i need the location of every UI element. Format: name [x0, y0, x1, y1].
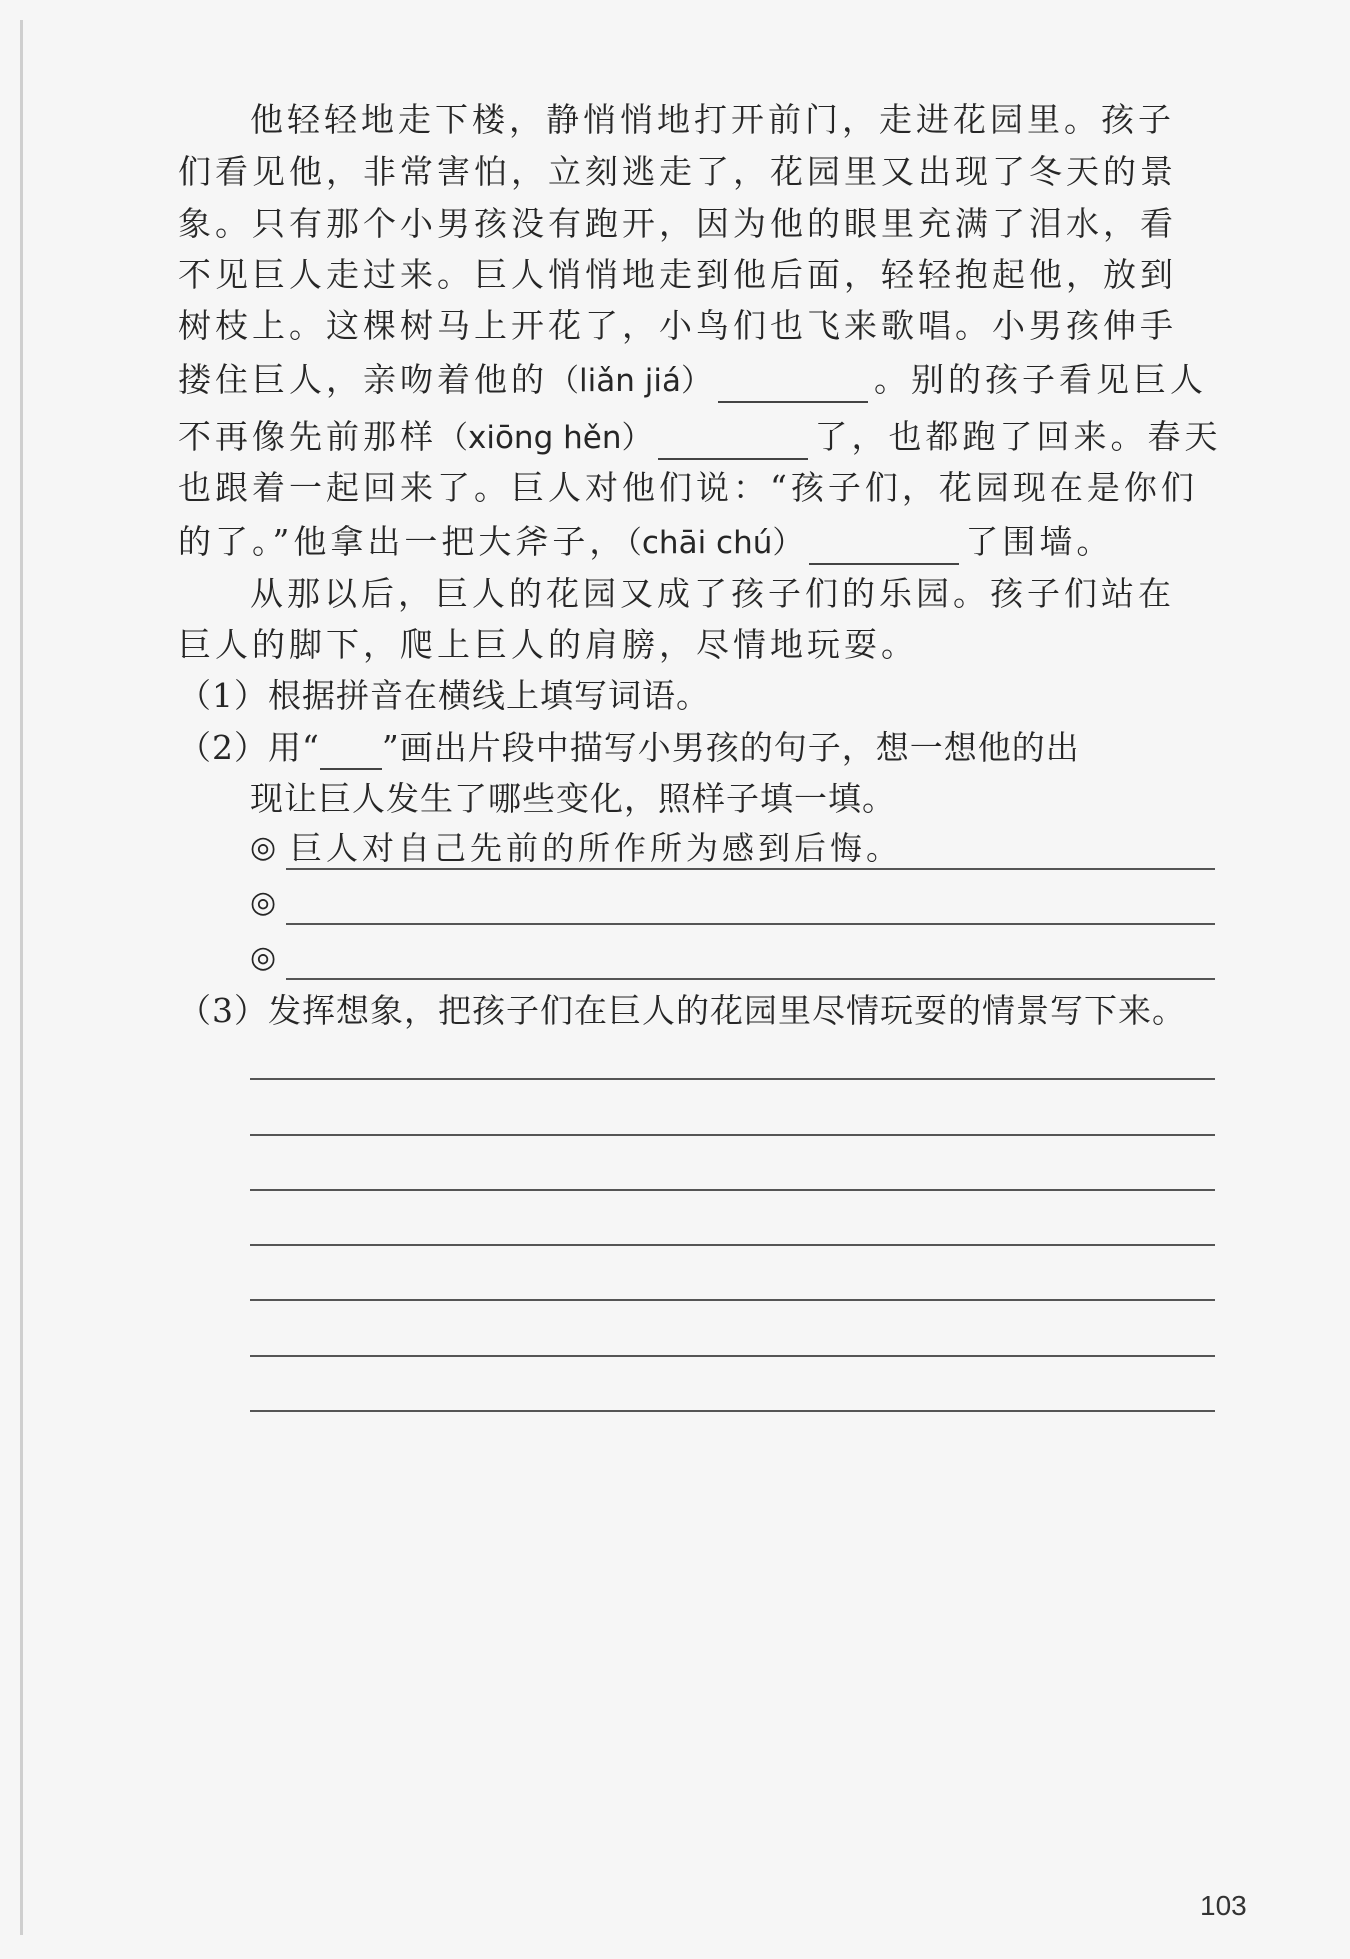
page-spine-edge — [20, 20, 23, 1935]
writing-line[interactable] — [250, 1189, 1215, 1191]
question-2-continued: 现让巨人发生了哪些变化，照样子填一填。 — [250, 779, 896, 818]
fill-blank[interactable] — [809, 529, 959, 565]
question-3: （3）发挥想象，把孩子们在巨人的花园里尽情玩耍的情景写下来。 — [178, 991, 1186, 1030]
question-text: （2）用“ — [178, 728, 320, 767]
page-number: 103 — [1200, 1890, 1247, 1921]
answer-underline[interactable] — [286, 978, 1215, 980]
passage-text: 了围墙。 — [965, 522, 1114, 561]
passage-line-with-blank — [178, 358, 1207, 403]
writing-line[interactable] — [250, 1244, 1215, 1246]
answer-underline[interactable] — [286, 923, 1215, 925]
passage-line: 也跟着一起回来了。巨人对他们说：“孩子们，花园现在是你们 — [178, 468, 1198, 507]
double-circle-icon: ◎ — [250, 830, 277, 865]
answer-row[interactable] — [250, 881, 1215, 925]
passage-line: 他轻轻地走下楼，静悄悄地打开前门，走进花园里。孩子 — [250, 100, 1175, 139]
question-text: ”画出片段中描写小男孩的句子，想一想他的出 — [381, 728, 1080, 767]
answer-row-example — [250, 826, 1215, 870]
passage-line: 从那以后，巨人的花园又成了孩子们的乐园。孩子们站在 — [250, 574, 1175, 613]
writing-line[interactable] — [250, 1355, 1215, 1357]
passage-line-with-blank — [178, 520, 1113, 565]
passage-text: 。别的孩子看见巨人 — [873, 360, 1207, 399]
example-answer: 巨人对自己先前的所作所为感到后悔。 — [290, 829, 903, 867]
passage-line: 象。只有那个小男孩没有跑开，因为他的眼里充满了泪水，看 — [178, 204, 1177, 243]
fill-blank[interactable] — [718, 367, 868, 403]
writing-line[interactable] — [250, 1410, 1215, 1412]
pinyin-prompt: （chāi chú） — [626, 525, 804, 561]
double-circle-icon: ◎ — [250, 885, 277, 920]
answer-underline — [286, 868, 1215, 870]
passage-line: 不见巨人走过来。巨人悄悄地走到他后面，轻轻抱起他，放到 — [178, 255, 1177, 294]
passage-line: 树枝上。这棵树马上开花了，小鸟们也飞来歌唱。小男孩伸手 — [178, 306, 1177, 345]
passage-text: 搂住巨人，亲吻着他的 — [178, 360, 548, 399]
underline-sample — [320, 738, 382, 770]
writing-line[interactable] — [250, 1134, 1215, 1136]
writing-line[interactable] — [250, 1078, 1215, 1080]
passage-line: 巨人的脚下，爬上巨人的肩膀，尽情地玩耍。 — [178, 625, 918, 664]
fill-blank[interactable] — [658, 424, 808, 460]
pinyin-prompt: （liǎn jiá） — [548, 363, 712, 399]
writing-line[interactable] — [250, 1299, 1215, 1301]
double-circle-icon: ◎ — [250, 940, 277, 975]
passage-line-with-blank — [178, 415, 1221, 460]
pinyin-prompt: （xiōng hěn） — [437, 420, 653, 456]
question-1: （1）根据拼音在横线上填写词语。 — [178, 676, 710, 715]
passage-text: 了，也都跑了回来。春天 — [814, 417, 1222, 456]
passage-line: 们看见他，非常害怕，立刻逃走了，花园里又出现了冬天的景 — [178, 152, 1177, 191]
answer-row[interactable] — [250, 936, 1215, 980]
question-2 — [178, 726, 1080, 770]
passage-text: 不再像先前那样 — [178, 417, 437, 456]
passage-text: 的了。”他拿出一把大斧子， — [178, 522, 627, 561]
